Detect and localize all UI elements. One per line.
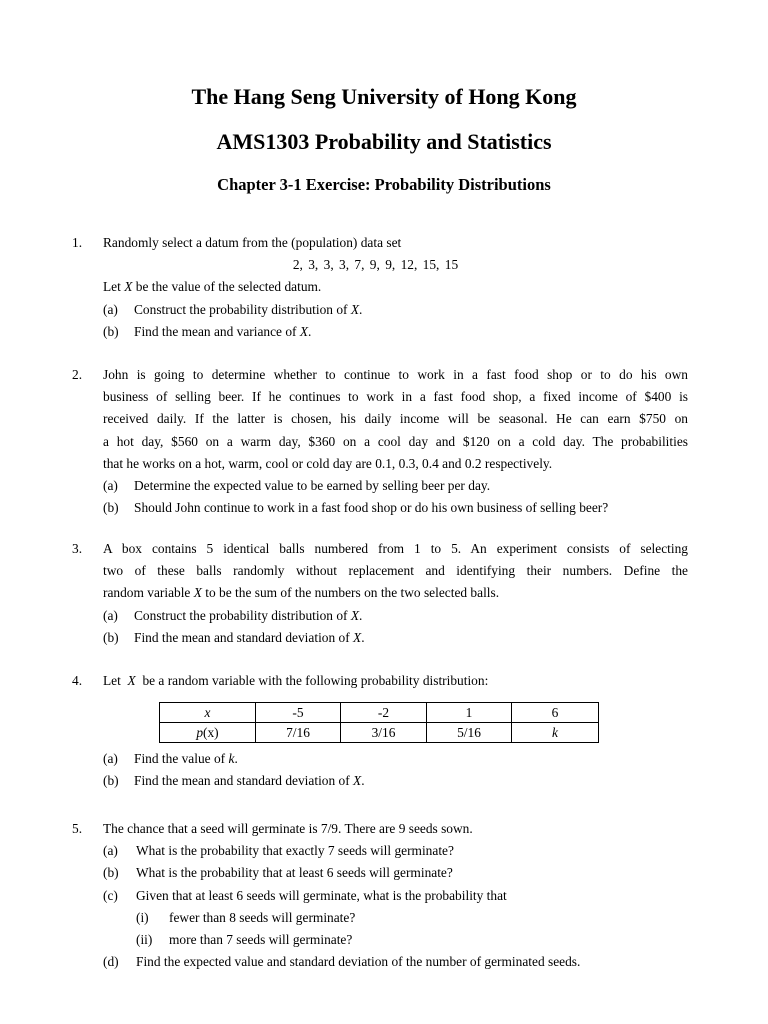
course-title: AMS1303 Probability and Statistics	[216, 129, 552, 154]
question-5-number: 5.	[72, 821, 83, 836]
question-4-part-b: (b) Find the mean and standard deviation of X.	[103, 773, 365, 789]
question-4-part-a: (a) Find the value of k.	[103, 751, 238, 767]
question-3-part-a: (a) Construct the probability distribution of X.	[103, 607, 363, 623]
question-2-line-2: business of selling beer. If he continues to work in a fast food shop, a fixed income of $400 is	[103, 389, 688, 405]
table-row	[160, 723, 599, 743]
chapter-title: Chapter 3-1 Exercise: Probability Distributions	[217, 175, 551, 194]
table-cell: 7/16	[256, 723, 341, 743]
table-cell: -2	[341, 703, 427, 723]
table-row	[160, 703, 599, 723]
question-2-part-b: (b) Should John continue to work in a fast food shop or do his own business of selling beer?	[103, 500, 609, 516]
table-cell: 3/16	[341, 723, 427, 743]
question-1	[72, 232, 688, 343]
question-1-number: 1.	[72, 235, 83, 250]
question-4-line-1: Let X be a random variable with the following probability distribution:	[103, 673, 489, 688]
question-5-line-1: The chance that a seed will germinate is 7/9. There are 9 seeds sown.	[103, 821, 473, 836]
question-1-part-b: (b) Find the mean and variance of X.	[103, 323, 312, 339]
question-2-number: 2.	[72, 367, 83, 382]
question-5-part-c-ii: (ii) more than 7 seeds will germinate?	[136, 932, 353, 948]
table-cell: -5	[256, 703, 341, 723]
question-3-line-1: A box contains 5 identical balls numbered from 1 to 5. An experiment consists of selecting	[103, 541, 688, 556]
question-5-part-a: (a) What is the probability that exactly 7 seeds will germinate?	[103, 843, 454, 859]
question-5-part-d: (d) Find the expected value and standard deviation of the number of germinated seeds.	[103, 954, 581, 970]
question-5	[72, 818, 688, 973]
question-3-part-b: (b) Find the mean and standard deviation of X.	[103, 629, 365, 645]
question-4	[72, 670, 688, 793]
question-2	[72, 364, 688, 519]
question-1-line-1: Randomly select a datum from the (population) data set	[103, 235, 402, 250]
table-cell: 6	[512, 703, 599, 723]
question-2-line-5: that he works on a hot, warm, cool or cold day are 0.1, 0.3, 0.4 and 0.2 respectively.	[103, 455, 553, 471]
question-5-part-b: (b) What is the probability that at least 6 seeds will germinate?	[103, 865, 453, 881]
probability-distribution-table	[159, 702, 599, 743]
table-header-cell: p(x)	[160, 723, 256, 743]
question-4-number: 4.	[72, 673, 83, 688]
question-3-line-2: two of these balls randomly without replacement and identifying their numbers. Define the	[103, 563, 688, 579]
table-cell: 5/16	[427, 723, 512, 743]
table-header-cell: x	[160, 703, 256, 723]
question-5-part-c-i: (i) fewer than 8 seeds will germinate?	[136, 909, 356, 925]
question-2-part-a: (a) Determine the expected value to be earned by selling beer per day.	[103, 478, 491, 494]
table-cell: 1	[427, 703, 512, 723]
university-title: The Hang Seng University of Hong Kong	[191, 84, 577, 109]
question-2-line-1: John is going to determine whether to continue to work in a fast food shop or to do his own	[103, 367, 688, 382]
question-3	[72, 538, 688, 649]
question-1-line-3: Let X be the value of the selected datum.	[103, 279, 322, 295]
question-3-line-3: random variable X to be the sum of the numbers on the two selected balls.	[103, 585, 500, 601]
table-cell: k	[512, 723, 599, 743]
question-2-line-3: received daily. If the latter is chosen, his daily income will be seasonal. He can earn $750 on	[103, 411, 688, 427]
question-1-part-a: (a) Construct the probability distribution of X.	[103, 301, 363, 317]
question-3-number: 3.	[72, 541, 83, 556]
question-1-data-set: 2, 3, 3, 3, 7, 9, 9, 12, 15, 15	[292, 257, 459, 273]
question-2-line-4: a hot day, $560 on a warm day, $360 on a cool day and $120 on a cold day. The probabilities	[103, 433, 688, 449]
question-5-part-c: (c) Given that at least 6 seeds will germinate, what is the probability that	[103, 887, 507, 903]
